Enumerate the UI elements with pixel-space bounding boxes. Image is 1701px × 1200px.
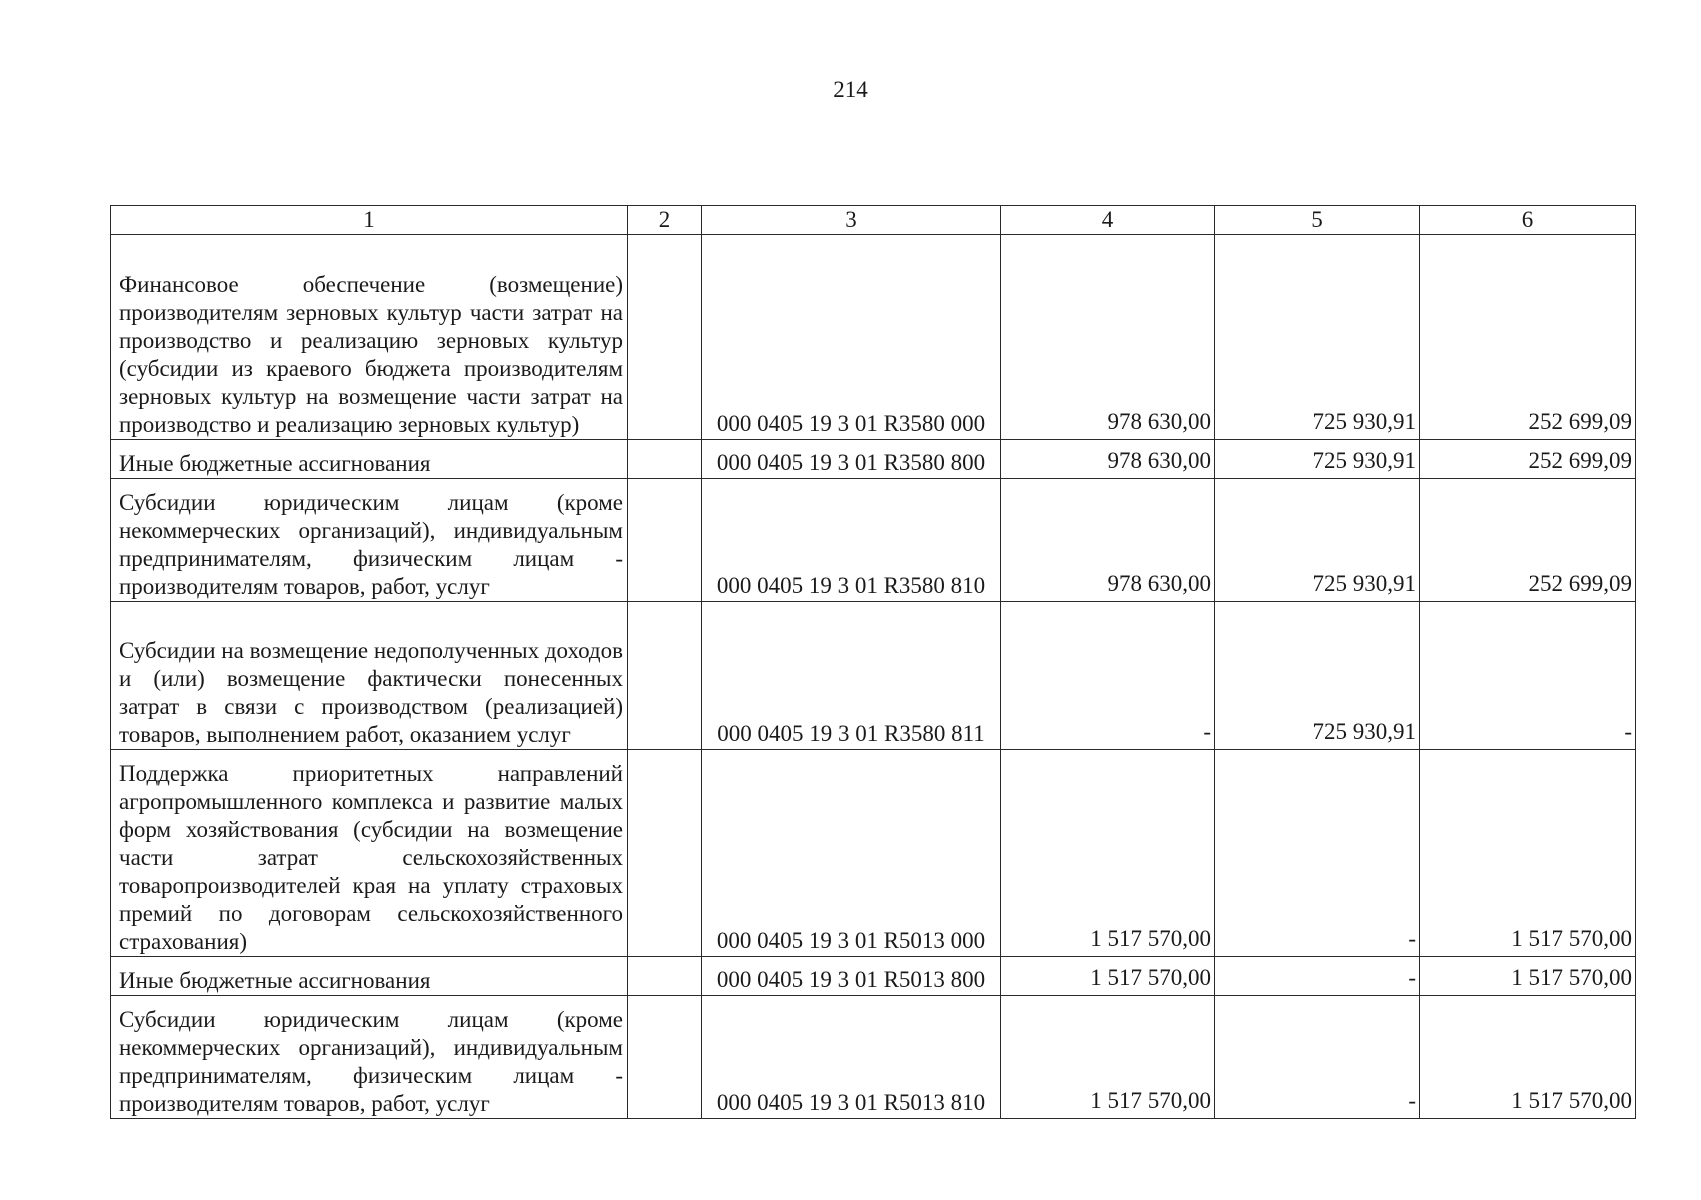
row-col6: 1 517 570,00 (1420, 957, 1636, 996)
row-col4: 1 517 570,00 (1001, 750, 1215, 957)
row-code: 000 0405 19 3 01 R5013 800 (702, 957, 1001, 996)
row-code: 000 0405 19 3 01 R3580 811 (702, 602, 1001, 750)
column-header-6: 6 (1420, 206, 1636, 235)
row-description: Финансовое обеспечение (возмещение) производителям зерновых культур части затрат на производство и реализацию зерновых культур (субсидии из краевого бюджета производителям зерновых культур на возмещение части затрат на производство и реализацию зерновых культур) (111, 235, 628, 440)
row-col2 (628, 996, 702, 1119)
row-col2 (628, 957, 702, 996)
row-col2 (628, 440, 702, 479)
row-description: Поддержка приоритетных направлений агропромышленного комплекса и развитие малых форм хозяйствования (субсидии на возмещение части затрат сельскохозяйственных товаропроизводителей края на уплату страховых премий по договорам сельскохозяйственного страхования) (111, 750, 628, 957)
row-col5: - (1215, 996, 1420, 1119)
row-code: 000 0405 19 3 01 R5013 000 (702, 750, 1001, 957)
table-row (111, 602, 1636, 750)
row-col4: - (1001, 602, 1215, 750)
row-col5: 725 930,91 (1215, 479, 1420, 602)
row-code: 000 0405 19 3 01 R3580 000 (702, 235, 1001, 440)
row-code: 000 0405 19 3 01 R3580 800 (702, 440, 1001, 479)
row-col2 (628, 750, 702, 957)
row-code: 000 0405 19 3 01 R5013 810 (702, 996, 1001, 1119)
row-col4: 1 517 570,00 (1001, 996, 1215, 1119)
row-col6: 252 699,09 (1420, 235, 1636, 440)
row-col4: 1 517 570,00 (1001, 957, 1215, 996)
column-header-1: 1 (111, 206, 628, 235)
row-col2 (628, 479, 702, 602)
table-row (111, 235, 1636, 440)
row-col6: 1 517 570,00 (1420, 750, 1636, 957)
table-row (111, 957, 1636, 996)
row-col5: 725 930,91 (1215, 602, 1420, 750)
column-header-4: 4 (1001, 206, 1215, 235)
row-col5: - (1215, 957, 1420, 996)
table-row (111, 750, 1636, 957)
page-number: 214 (833, 77, 868, 102)
row-description: Субсидии на возмещение недополученных доходов и (или) возмещение фактически понесенных затрат в связи с производством (реализацией) товаров, выполнением работ, оказанием услуг (111, 602, 628, 750)
row-col4: 978 630,00 (1001, 440, 1215, 479)
row-col6: 252 699,09 (1420, 440, 1636, 479)
row-col2 (628, 602, 702, 750)
table-row (111, 996, 1636, 1119)
row-code: 000 0405 19 3 01 R3580 810 (702, 479, 1001, 602)
row-col4: 978 630,00 (1001, 235, 1215, 440)
row-description: Иные бюджетные ассигнования (111, 957, 628, 996)
row-col2 (628, 235, 702, 440)
table-row (111, 440, 1636, 479)
table-row (111, 479, 1636, 602)
row-col5: - (1215, 750, 1420, 957)
table-header-row (111, 206, 1636, 235)
row-description: Субсидии юридическим лицам (кроме некоммерческих организаций), индивидуальным предпринимателям, физическим лицам - производителям товаров, работ, услуг (111, 479, 628, 602)
row-col6: - (1420, 602, 1636, 750)
row-col6: 1 517 570,00 (1420, 996, 1636, 1119)
budget-table (110, 205, 1636, 1119)
row-col5: 725 930,91 (1215, 440, 1420, 479)
column-header-2: 2 (628, 206, 702, 235)
row-description: Иные бюджетные ассигнования (111, 440, 628, 479)
row-col4: 978 630,00 (1001, 479, 1215, 602)
row-col5: 725 930,91 (1215, 235, 1420, 440)
column-header-5: 5 (1215, 206, 1420, 235)
row-col6: 252 699,09 (1420, 479, 1636, 602)
column-header-3: 3 (702, 206, 1001, 235)
row-description: Субсидии юридическим лицам (кроме некоммерческих организаций), индивидуальным предпринимателям, физическим лицам - производителям товаров, работ, услуг (111, 996, 628, 1119)
